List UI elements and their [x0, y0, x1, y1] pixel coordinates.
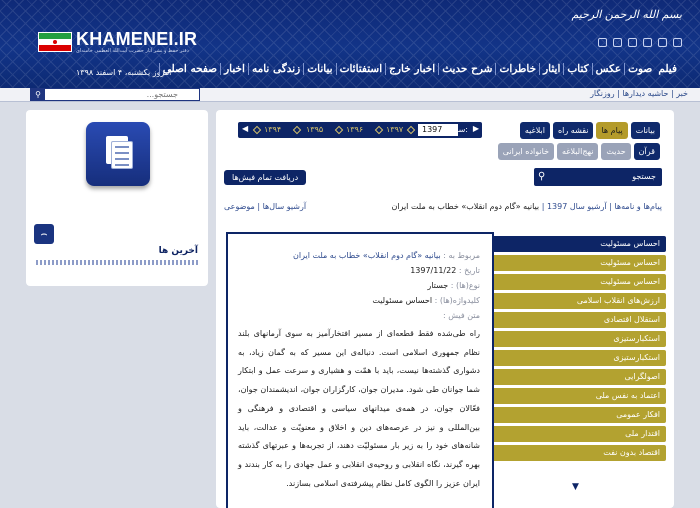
tab-bayanat[interactable]: بیانات [631, 122, 660, 139]
topic-item[interactable]: احساس مسئولیت [494, 255, 666, 271]
year-select[interactable]: 1397 [418, 124, 458, 136]
get-all-fish-button[interactable]: دریافت تمام فیش‌ها [224, 170, 306, 185]
iran-flag-icon [38, 32, 72, 52]
left-panel [26, 110, 208, 286]
chevron-right-icon[interactable]: ▶ [472, 124, 479, 133]
today-date: امروز یکشنبه، ۴ اسفند ۱۳۹۸ [76, 68, 172, 77]
fish-date: 1397/11/22 [410, 266, 457, 275]
breadcrumb[interactable] [391, 202, 662, 211]
topic-item[interactable]: ارزش‌های انقلاب اسلامی [494, 293, 666, 309]
tab-payamha[interactable]: پیام ها [596, 122, 627, 139]
site-search [30, 88, 200, 101]
rss-icon[interactable] [613, 38, 622, 47]
fish-body-text: راه طی‌شده فقط قطعه‌ای از مسیر افتخارآمیز به سوی آرمانهای بلند نظام جمهوری اسلامی است. دنباله‌ی این مسیر که به گمان زیاد، به دشواری گذشته‌ها نیست، باید با همّت و هشیاری و سرعت عمل و ابتکار شما جوانان طی شود. مدیران جوان، کارگزاران جوان، اندیشمندان جوان، فعّالان جوان، در همه‌ی میدانهای سیاسی و اقتصادی و فرهنگی و بین‌المللی و نیز در عرصه‌های دین و اخلاق و معنویّت و عدالت، باید شانه‌های خود را به زیر بار مسئولیّت دهند، از تجربه‌ها و عبرتهای گذشته بهره گیرند، نگاه انقلابی و روحیه‌ی انقلابی و عمل جهادی را به کار بندند و ایران عزیز را الگوی کامل نظام پیشرفته‌ی اسلامی بسازند. [238, 329, 480, 488]
topic-item[interactable]: افکار عمومی [494, 407, 666, 423]
site-tagline: دفتر حفظ و نشر آثار حضرت آیت‌الله العظمی خامنه‌ای [76, 48, 189, 54]
nav-item[interactable]: صوت [624, 63, 655, 75]
site-name: KHAMENEI.IR [76, 29, 198, 49]
main-panel [216, 110, 674, 508]
tab-eblaghieh[interactable]: ابلاغیه [520, 122, 550, 139]
fish-search-label: جستجو [632, 172, 656, 181]
sub-navigation[interactable]: خبر | حاشیه دیدارها | روزنگار [590, 89, 688, 98]
search-button[interactable]: ⚲ [31, 89, 45, 100]
tab-naghshe-rah[interactable]: نقشه راه [553, 122, 594, 139]
topic-item[interactable]: اقتدار ملی [494, 426, 666, 442]
documents-icon[interactable] [86, 122, 150, 186]
nav-item[interactable]: اخبار خارج [385, 63, 438, 75]
fish-keyword[interactable]: احساس مسئولیت [372, 296, 433, 305]
fish-detail: مربوط به : بیانیه «گام دوم انقلاب» خطاب به ملت ایران تاریخ : 1397/11/22 نوع(ها) : جستار کلیدواژه(ها) : احساس مسئولیت متن فیش : راه طی‌شده فقط قطعه‌ای از مسیر افتخارآمیز به سوی آرمانهای بلند نظام جمهوری اسلامی است. دنباله‌ی این مسیر که به گمان زیاد، به دشواری گذشته‌ها نیست، باید با همّت و هشیاری و سرعت عمل و ابتکار شما جوانان طی شود. مدیران جوان، کارگزاران جوان، اندیشمندان جوان، فعّالان جوان، در همه‌ی میدانهای سیاسی و اقتصادی و فرهنگی و بین‌المللی و نیز در عرصه‌های دین و اخلاق و معنویّت و عدالت، باید شانه‌های خود را به زیر بار مسئولیّت دهند، از تجربه‌ها و عبرتهای گذشته بهره گیرند، نگاه انقلابی و روحیه‌ی انقلابی و عمل جهادی را به کار بندند و ایران عزیز را الگوی کامل نظام پیشرفته‌ی اسلامی بسازند. [226, 232, 494, 508]
tab-hadith[interactable]: حدیث [601, 143, 630, 160]
year-selector [238, 122, 482, 138]
nav-item[interactable]: بیانات [303, 63, 335, 75]
nav-item[interactable]: ایثار [539, 63, 563, 75]
header-tool-icons [598, 38, 682, 47]
mobile-icon[interactable] [643, 38, 652, 47]
breadcrumb-current: بیانیه «گام دوم انقلاب» خطاب به ملت ایران [391, 202, 540, 211]
site-header [0, 0, 700, 88]
fish-search[interactable] [534, 168, 662, 186]
year-link[interactable]: ۱۳۹۵ [306, 125, 324, 134]
nav-item[interactable]: شرح حدیث [438, 63, 495, 75]
nav-item[interactable]: صفحه اصلی [159, 63, 220, 75]
year-label: سال: [450, 125, 468, 134]
topic-item[interactable]: استکبارستیزی [494, 331, 666, 347]
year-link[interactable]: ۱۳۹۴ [264, 125, 282, 134]
mail-icon[interactable] [628, 38, 637, 47]
latest-title: آخرین ها [158, 246, 198, 256]
topic-list [494, 236, 666, 464]
tab-nahjolbalagheh[interactable]: نهج‌البلاغه [557, 143, 598, 160]
topic-item[interactable]: اعتماد به نفس ملی [494, 388, 666, 404]
nav-item[interactable]: اخبار [220, 63, 248, 75]
breadcrumb-path[interactable]: پیام‌ها و نامه‌ها | آرشیو سال 1397 | [541, 202, 662, 211]
nav-item[interactable]: عکس [592, 63, 624, 75]
chevron-left-icon[interactable]: ◀ [242, 124, 249, 133]
nav-item[interactable]: فیلم [658, 63, 677, 75]
topic-item[interactable]: اقتصاد بدون نفت [494, 445, 666, 461]
section-tabs-2 [498, 143, 660, 160]
topic-item[interactable]: اصولگرایی [494, 369, 666, 385]
search-icon[interactable]: ⚲ [538, 171, 546, 182]
search-input[interactable] [31, 89, 181, 100]
archive-links[interactable]: آرشیو سال‌ها | موضوعی [224, 202, 307, 211]
tab-quran[interactable]: قرآن [634, 143, 660, 160]
topic-item[interactable]: استقلال اقتصادی [494, 312, 666, 328]
topic-item[interactable]: احساس مسئولیت [494, 274, 666, 290]
accessibility-icon[interactable] [658, 38, 667, 47]
related-link[interactable]: بیانیه «گام دوم انقلاب» خطاب به ملت ایران [292, 251, 441, 260]
year-link[interactable]: ۱۳۹۶ [346, 125, 364, 134]
rss-feed-icon[interactable]: ⌢ [34, 224, 54, 244]
site-logo[interactable] [38, 30, 208, 56]
topic-item[interactable]: احساس مسئولیت [494, 236, 666, 252]
main-navigation [159, 63, 680, 75]
fish-type: جستار [427, 281, 449, 290]
year-link[interactable]: ۱۳۹۷ [386, 125, 404, 134]
nav-item[interactable]: خاطرات [495, 63, 539, 75]
topic-item[interactable]: استکبارستیزی [494, 350, 666, 366]
chevron-down-icon[interactable]: ▼ [572, 482, 579, 492]
language-icon[interactable] [673, 38, 682, 47]
nav-item[interactable]: استفتائات [336, 63, 386, 75]
section-tabs [520, 122, 660, 139]
tab-khanevadeh[interactable]: خانواده ایرانی [498, 143, 554, 160]
besmellah-text: بسم الله الرحمن الرحیم [571, 8, 682, 21]
divider [36, 260, 198, 265]
home-icon[interactable] [598, 38, 607, 47]
nav-item[interactable]: زندگی نامه [248, 63, 303, 75]
nav-item[interactable]: کتاب [563, 63, 591, 75]
